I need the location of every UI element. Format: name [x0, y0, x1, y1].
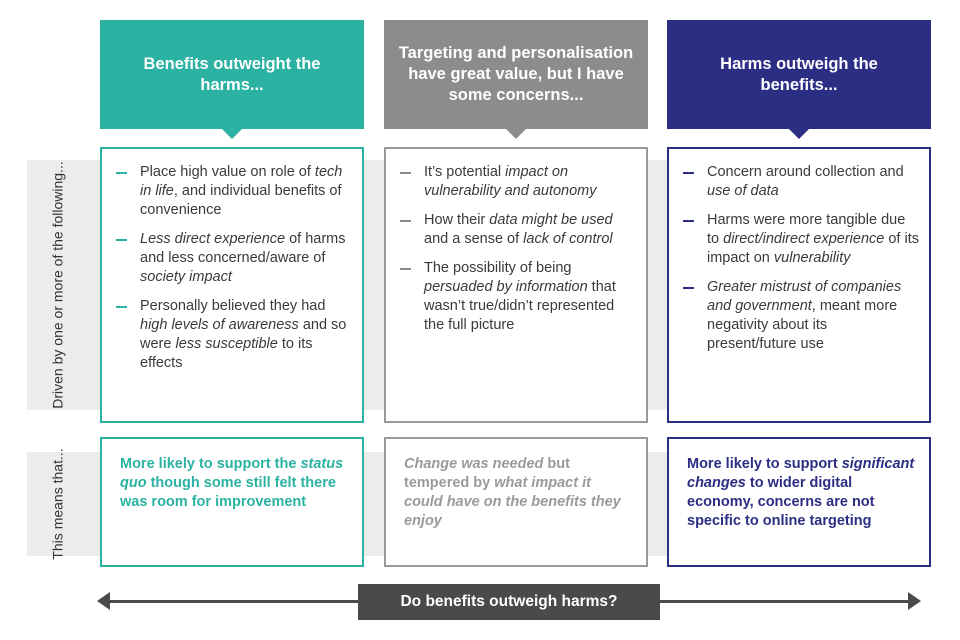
header-benefits-outweigh-text: Benefits outweight the harms...: [143, 54, 321, 94]
outcome-box-benefits: [100, 437, 364, 567]
means-row-label: [27, 448, 89, 560]
text-run: and so were: [140, 317, 347, 352]
emphasis-text: tech in life: [140, 164, 343, 199]
header-pointer: [789, 129, 809, 139]
text-run: of its impact on: [707, 231, 919, 266]
text-run: Harms were more tangible due to: [707, 212, 906, 247]
dash-icon: [683, 172, 694, 174]
header-pointer: [222, 129, 242, 139]
emphasis-text: Change was needed: [404, 456, 544, 472]
text-run: How their: [424, 212, 490, 228]
axis-label: [358, 584, 660, 620]
outcome-text: [386, 439, 646, 531]
text-run: Concern around collection and: [707, 164, 904, 180]
drivers-box-harms: [667, 147, 931, 423]
text-run: Personally believed they had: [140, 298, 326, 314]
dash-icon: [400, 268, 411, 270]
text-run: to wider digital economy, concerns are not specific to online targeting: [687, 475, 875, 529]
text-run: to its effects: [140, 336, 313, 371]
text-run: , meant more negativity about its present/future use: [707, 298, 898, 352]
text-run: More likely to support the: [120, 456, 301, 472]
drivers-list: [102, 149, 362, 373]
text-run: and a sense of: [424, 231, 524, 247]
text-run: though some still felt there was room for improvement: [120, 475, 336, 510]
header-harms-outweigh-text: Harms outweigh the benefits...: [720, 54, 878, 94]
emphasis-text: high levels of awareness: [140, 317, 299, 333]
driver-bullet: [116, 230, 352, 287]
drivers-box-benefits: [100, 147, 364, 423]
arrow-right-icon: [908, 592, 921, 610]
dash-icon: [683, 220, 694, 222]
outcome-box-harms: [667, 437, 931, 567]
dash-icon: [400, 172, 411, 174]
emphasis-text: use of data: [707, 183, 779, 199]
driver-bullet: [683, 163, 919, 201]
outcome-text: [669, 439, 929, 531]
dash-icon: [116, 172, 127, 174]
header-harms-outweigh: [667, 20, 931, 129]
emphasis-text: society impact: [140, 269, 232, 285]
emphasis-text: vulnerability: [773, 250, 851, 266]
drivers-list: [386, 149, 646, 335]
header-pointer: [506, 129, 526, 139]
header-benefits-outweigh: [100, 20, 364, 129]
driven-row-label-text: Driven by one or more of the following...: [50, 161, 66, 409]
text-run: Place high value on role of: [140, 164, 315, 180]
text-run: The possibility of being: [424, 260, 572, 276]
emphasis-text: significant changes: [687, 456, 915, 491]
emphasis-text: what impact it could have on the benefits they enjoy: [404, 475, 621, 529]
outcome-text: [102, 439, 362, 512]
drivers-list: [669, 149, 929, 354]
driver-bullet: [683, 278, 919, 354]
driver-bullet: [400, 211, 636, 249]
emphasis-text: Greater mistrust of companies and government: [707, 279, 902, 314]
drivers-box-concerns: [384, 147, 648, 423]
emphasis-text: persuaded by information: [424, 279, 588, 295]
text-run: More likely to support: [687, 456, 842, 472]
driver-bullet: [400, 259, 636, 335]
arrow-left-icon: [97, 592, 110, 610]
emphasis-text: direct/indirect experience: [723, 231, 885, 247]
emphasis-text: lack of control: [523, 231, 613, 247]
driver-bullet: [116, 163, 352, 220]
axis-label-text: Do benefits outweigh harms?: [400, 593, 618, 610]
header-some-concerns: [384, 20, 648, 129]
means-row-label-text: This means that...: [50, 448, 66, 560]
dash-icon: [116, 239, 127, 241]
text-run: of harms and less concerned/aware of: [140, 231, 346, 266]
text-run: but tempered by: [404, 456, 570, 491]
text-run: that wasn’t true/didn’t represented the full picture: [424, 279, 616, 333]
dash-icon: [400, 220, 411, 222]
emphasis-text: less susceptible: [175, 336, 278, 352]
text-run: It’s potential: [424, 164, 506, 180]
emphasis-text: status quo: [120, 456, 344, 491]
driver-bullet: [400, 163, 636, 201]
dash-icon: [683, 287, 694, 289]
header-some-concerns-text: Targeting and personalisation have great value, but I have some concerns...: [398, 44, 634, 104]
emphasis-text: Less direct experience: [140, 231, 286, 247]
dash-icon: [116, 306, 127, 308]
emphasis-text: impact on vulnerability and autonomy: [424, 164, 597, 199]
driven-row-label: [27, 160, 89, 410]
text-run: , and individual benefits of convenience: [140, 183, 342, 218]
driver-bullet: [116, 297, 352, 373]
driver-bullet: [683, 211, 919, 268]
outcome-box-concerns: [384, 437, 648, 567]
emphasis-text: data might be used: [489, 212, 613, 228]
